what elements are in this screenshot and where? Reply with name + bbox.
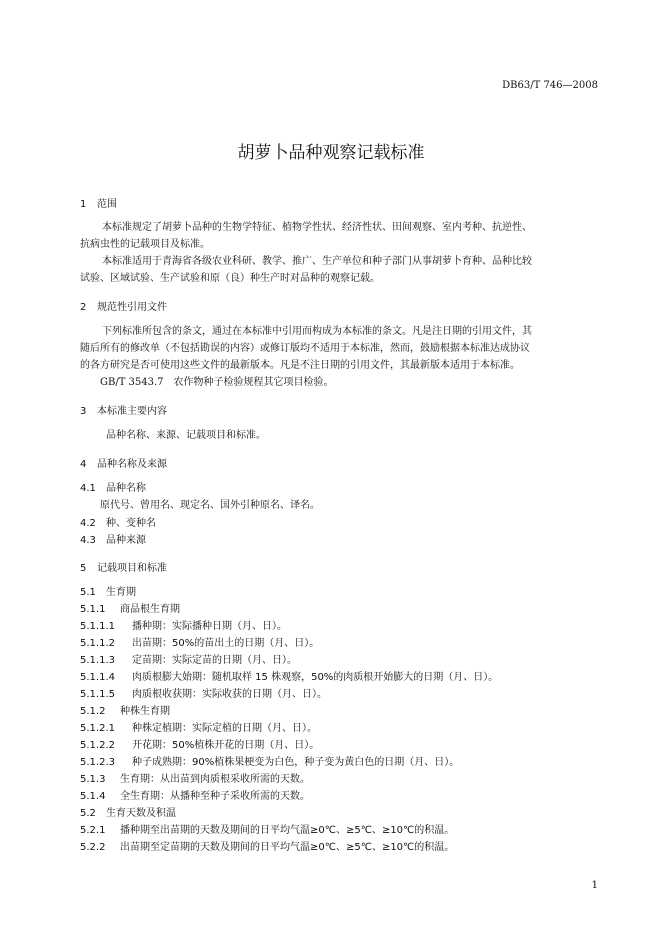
normative-reference: GB/T 3543.7 农作物种子检验规程其它项目检验。 <box>100 377 334 388</box>
section-1-para-1-line-2: 抗病虫性的记载项目及标准。 <box>80 239 210 250</box>
section-1-para-2-line-2: 试验、区域试验、生产试验和原（良）种生产时对品种的观察记载。 <box>80 273 380 284</box>
section-2-heading: 2 规范性引用文件 <box>80 302 167 313</box>
item-5-1-1-5: 5.1.1.5 肉质根收获期：实际收获的日期（月、日）。 <box>80 689 327 700</box>
page-number: 1 <box>591 880 598 891</box>
section-3-para: 品种名称、来源、记载项目和标准。 <box>106 430 266 441</box>
item-5-1-1-2: 5.1.1.2 出苗期：50%的苗出土的日期（月、日）。 <box>80 638 320 649</box>
item-5-2-1: 5.2.1 播种期至出苗期的天数及期间的日平均气温≥0℃、≥5℃、≥10℃的积温。 <box>80 825 455 836</box>
subsection-5-1-1: 5.1.1 商品根生育期 <box>80 604 180 615</box>
standard-code: DB63/T 746—2008 <box>502 80 598 91</box>
document-title: 胡萝卜品种观察记载标准 <box>237 143 425 163</box>
subsection-4-3: 4.3 品种来源 <box>80 535 146 546</box>
section-1-para-2-line-1: 本标准适用于青海省各级农业科研、教学、推广、生产单位和种子部门从事胡萝卜育种、品种比较 <box>102 256 532 267</box>
subsection-4-1: 4.1 品种名称 <box>80 483 146 494</box>
section-2-para-line-1: 下列标准所包含的条文，通过在本标准中引用而构成为本标准的条文。凡是注日期的引用文件，其 <box>102 326 532 337</box>
section-2-para-line-2: 随后所有的修改单（不包括勘误的内容）或修订版均不适用于本标准，然而，鼓励根据本标准达成协议 <box>80 343 530 354</box>
item-5-1-1-4: 5.1.1.4 肉质根膨大始期：随机取样 15 株观察，50%的肉质根开始膨大的日期（月、日）。 <box>80 672 499 683</box>
subsection-4-2: 4.2 种、变种名 <box>80 518 156 529</box>
subsection-5-2: 5.2 生育天数及积温 <box>80 808 176 819</box>
subsection-4-1-text: 原代号、曾用名、现定名、国外引种原名、译名。 <box>100 500 320 511</box>
section-1-heading: 1 范围 <box>80 199 117 210</box>
section-2-para-line-3: 的各方研究是否可使用这些文件的最新版本。凡是不注日期的引用文件，其最新版本适用于本标准。 <box>80 360 520 371</box>
item-5-2-2: 5.2.2 出苗期至定苗期的天数及期间的日平均气温≥0℃、≥5℃、≥10℃的积温。 <box>80 842 455 853</box>
item-5-1-2-1: 5.1.2.1 种株定植期：实际定植的日期（月、日）。 <box>80 723 317 734</box>
item-5-1-3: 5.1.3 生育期：从出苗到肉质根采收所需的天数。 <box>80 774 310 785</box>
subsection-5-1-2: 5.1.2 种株生育期 <box>80 706 170 717</box>
subsection-5-1: 5.1 生育期 <box>80 587 136 598</box>
item-5-1-1-3: 5.1.1.3 定苗期：实际定苗的日期（月、日）。 <box>80 655 297 666</box>
section-5-heading: 5 记载项目和标准 <box>80 563 167 574</box>
item-5-1-2-3: 5.1.2.3 种子成熟期：90%植株果梗变为白色，种子变为黄白色的日期（月、日）。 <box>80 757 460 768</box>
section-1-para-1-line-1: 本标准规定了胡萝卜品种的生物学特征、植物学性状、经济性状、田间观察、室内考种、抗逆性、 <box>102 222 532 233</box>
item-5-1-4: 5.1.4 全生育期：从播种至种子采收所需的天数。 <box>80 791 310 802</box>
item-5-1-1-1: 5.1.1.1 播种期：实际播种日期（月、日）。 <box>80 621 287 632</box>
item-5-1-2-2: 5.1.2.2 开花期：50%植株开花的日期（月、日）。 <box>80 740 320 751</box>
section-3-heading: 3 本标准主要内容 <box>80 406 167 417</box>
section-4-heading: 4 品种名称及来源 <box>80 459 167 470</box>
